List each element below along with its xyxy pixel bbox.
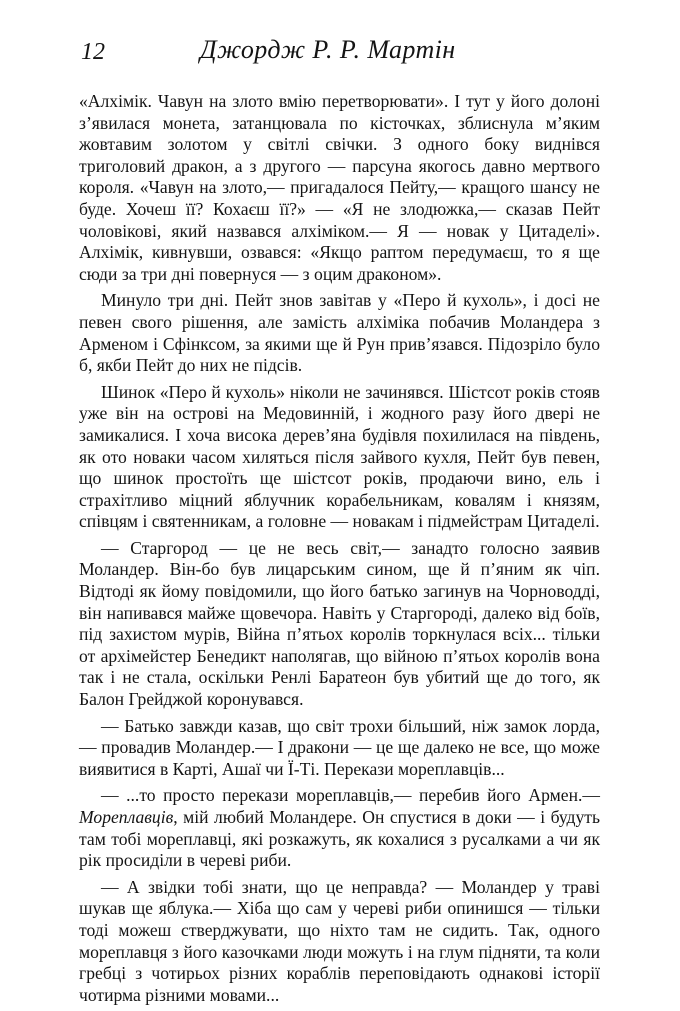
body-text [79,91,600,1011]
running-head: Джордж Р. Р. Мартін [200,35,456,64]
paragraph: Минуло три дні. Пейт знов завітав у «Перо й кухоль», і досі не певен свого рішення, але замість алхіміка побачив Моландера з Арменом і Сфінксом, за якими ще й Рун прив’язався. Підозріло було б, якби Пейт до них не підсів. [79,290,600,376]
paragraph-text: — ...то просто перекази мореплавців,— перебив його Армен.— [101,785,600,806]
italic-emphasis: Мореплавців [79,807,174,827]
paragraph: — Батько завжди казав, що світ трохи більший, ніж замок лорда,— провадив Моландер.— І дракони — це ще далеко не все, що може виявитися в Карті, Ашаї чи Ї-Ті. Перекази мореплавців... [79,715,600,779]
paragraph: Шинок «Перо й кухоль» ніколи не зачинявся. Шістсот років стояв уже він на острові на Медовинній, і жодного разу його двері не замикалися. І хоча висока дерев’яна будівля похилилася на південь, як ото новаки часом хиляться після зайвого кухля, Пейт був певен, що шинок простоїть ще шістсот років, продаючи вино, ель і страхітливо міцний яблучник корабельникам, ковалям і князям, співцям і святенникам, а головне — новакам і підмейстрам Цитаделі. [79,381,600,532]
page-number: 12 [81,39,105,65]
paragraph [79,785,600,876]
paragraph: — Старгород — це не весь світ,— занадто голосно заявив Моландер. Він-бо був лицарським сином, ще й п’яним як чіп. Відтоді як йому повідомили, що його батько загинув на Чорноводді, він напивався майже щовечора. Навіть у Старгороді, далеко від боїв, під захистом мурів, Війна п’ятьох королів торкнулася всіх... тільки от архімейстер Бенедикт наполягав, що війною п’ятьох королів вона так і не стала, оскільки Ренлі Баратеон був убитий ще до того, як Балон Грейджой коронувався. [79,537,600,710]
paragraph: — А звідки тобі знати, що це неправда? — Моландер у траві шукав ще яблука.— Хіба що сам у череві риби опинишся — тільки тоді можеш стверджувати, що ніхто там не сидить. Так, одного мореплавця з його казочками люди можуть і на глум підняти, та коли гребці з чотирьох різних кораблів переповідають однакові історії чотирма різними мовами... [79,876,600,1005]
paragraph-text: , мій любий Моландере. Он спустися в доки — і будуть там тобі мореплавці, які розкажуть, як кохалися з русалками а чи як рік просиділи в череві риби. [79,807,600,871]
paragraph: «Алхімік. Чавун на злото вмію перетворювати». І тут у його долоні з’явилася монета, затанцювала по кісточках, зблиснула м’яким жовтавим золотом у світлі свічки. З одного боку виднівся триголовий дракон, а з другого — парсуна якогось давно мертвого короля. «Чавун на злото,— пригадалося Пейту,— кращого шансу не буде. Хочеш її? Кохаєш її?» — «Я не злодюжка,— сказав Пейт чоловікові, який назвався алхіміком.— Я — новак у Цитаделі». Алхімік, кивнувши, озвався: «Якщо раптом передумаєш, то я ще сюди за три дні повернуся — з оцим драконом». [79,91,600,284]
